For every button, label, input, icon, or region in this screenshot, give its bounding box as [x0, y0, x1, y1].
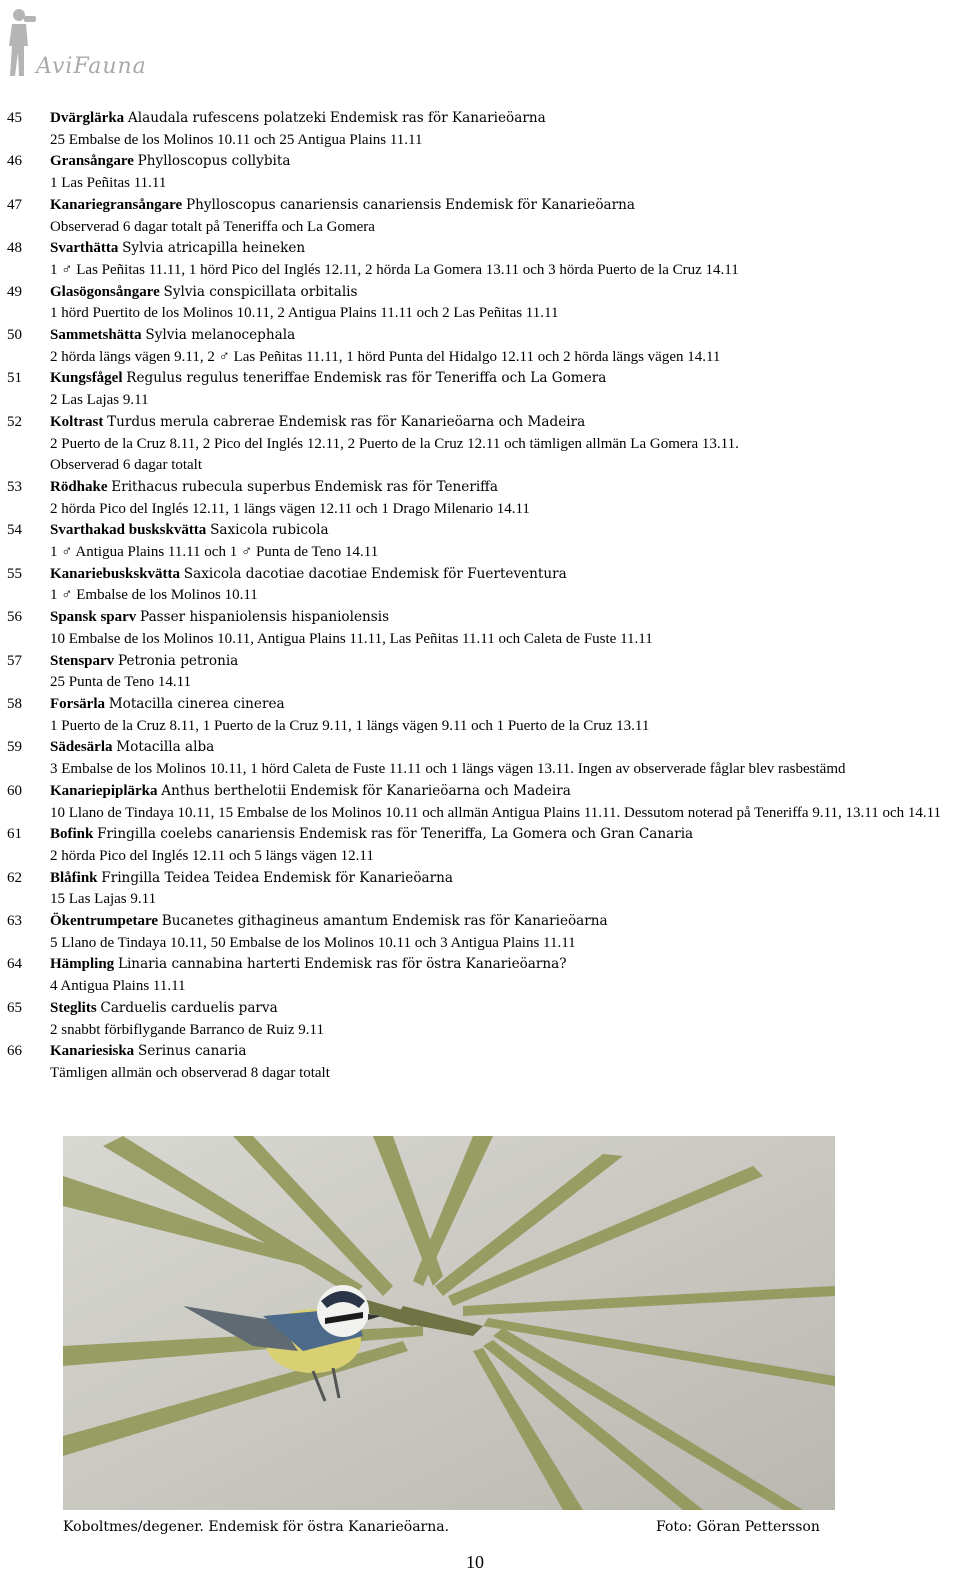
species-entry [7, 781, 957, 824]
observation-text: 3 Embalse de los Molinos 10.11, 1 hörd Caleta de Fuste 11.11 och 1 längs vägen 13.11. Ingen av observerade fåglar blev rasbestämd [50, 761, 846, 778]
species-entry [7, 737, 957, 780]
photo-caption: Koboltmes/degener. Endemisk för östra Kanarieöarna. [63, 1519, 450, 1535]
scientific-name: Petronia petronia [117, 652, 239, 669]
species-number: 48 [7, 240, 22, 257]
observation-text: 4 Antigua Plains 11.11 [50, 978, 186, 995]
species-name: Rödhake [50, 478, 108, 495]
species-number: 62 [7, 869, 22, 886]
endemic-note: Endemisk för Fuerteventura [370, 565, 567, 582]
species-number: 54 [7, 522, 22, 539]
scientific-name: Motacilla alba [116, 739, 215, 756]
observation-text: 25 Embalse de los Molinos 10.11 och 25 Antigua Plains 11.11 [50, 131, 423, 148]
species-name: Steglits [50, 999, 97, 1016]
scientific-name: Carduelis carduelis parva [100, 999, 278, 1016]
observation-text: 1 ♂ Antigua Plains 11.11 och 1 ♂ Punta de Teno 14.11 [50, 544, 379, 561]
avifauna-logo [4, 6, 184, 82]
species-entry [7, 477, 957, 520]
endemic-note: Endemisk för Kanarieöarna [445, 196, 635, 213]
species-number: 66 [7, 1043, 22, 1060]
observation-text: 5 Llano de Tindaya 10.11, 50 Embalse de los Molinos 10.11 och 3 Antigua Plains 11.11 [50, 934, 576, 951]
species-name: Kanariegransångare [50, 196, 183, 213]
scientific-name: Sylvia conspicillata orbitalis [163, 283, 358, 300]
species-name: Forsärla [50, 695, 105, 712]
species-entry [7, 195, 957, 238]
species-number: 59 [7, 739, 22, 756]
species-number: 65 [7, 999, 22, 1016]
page-number: 10 [466, 1552, 484, 1572]
species-entry [7, 238, 957, 281]
observation-text: 2 hörda Pico del Inglés 12.11, 1 längs vägen 12.11 och 1 Drago Milenario 14.11 [50, 500, 530, 517]
species-name: Spansk sparv [50, 609, 137, 626]
endemic-note: Endemisk ras för Kanarieöarna [391, 913, 608, 930]
species-number: 52 [7, 413, 22, 430]
blue-tit-on-palm-image [63, 1136, 835, 1510]
observation-text: 2 Puerto de la Cruz 8.11, 2 Pico del Inglés 12.11, 2 Puerto de la Cruz 12.11 och tämligen allmän La Gomera 13.11. [50, 435, 739, 452]
scientific-name: Serinus canaria [137, 1043, 247, 1060]
observation-text: 1 ♂ Las Peñitas 11.11, 1 hörd Pico del Inglés 12.11, 2 hörda La Gomera 13.11 och 3 hörda Puerto de la Cruz 14.11 [50, 261, 739, 278]
species-name: Gransångare [50, 153, 134, 170]
species-name: Kungsfågel [50, 370, 123, 387]
scientific-name: Motacilla cinerea cinerea [108, 695, 285, 712]
species-name: Kanariesiska [50, 1043, 135, 1060]
species-name: Koltrast [50, 413, 104, 430]
endemic-note: Endemisk ras för Teneriffa och La Gomera [313, 370, 607, 387]
observation-text: 10 Embalse de los Molinos 10.11, Antigua Plains 11.11, Las Peñitas 11.11 och Caleta de Fuste 11.11 [50, 630, 653, 647]
scientific-name: Erithacus rubecula superbus [111, 478, 311, 495]
observation-text: 10 Llano de Tindaya 10.11, 15 Embalse de los Molinos 10.11 och allmän Antigua Plains 11.11. Dessutom noterad på Teneriffa 9.11, 13.11 och 14.11 [50, 804, 942, 821]
species-entry [7, 868, 957, 911]
species-number: 57 [7, 652, 22, 669]
species-number: 49 [7, 283, 22, 300]
species-entry [7, 151, 957, 194]
scientific-name: Alaudala rufescens polatzeki [127, 110, 327, 126]
scientific-name: Saxicola rubicola [210, 522, 329, 539]
species-entry [7, 998, 957, 1041]
species-entry [7, 520, 957, 563]
species-name: Kanariebuskskvätta [50, 565, 181, 582]
species-name: Sammetshätta [50, 327, 142, 344]
photo-credit: Foto: Göran Pettersson [656, 1519, 820, 1535]
observation-text: 2 Las Lajas 9.11 [50, 392, 149, 409]
species-number: 60 [7, 782, 22, 799]
species-name: Kanariepiplärka [50, 782, 158, 799]
scientific-name: Turdus merula cabrerae [107, 413, 275, 430]
observation-text: 2 hörda Pico del Inglés 12.11 och 5 längs vägen 12.11 [50, 847, 374, 864]
species-number: 45 [7, 110, 22, 126]
species-name: Blåfink [50, 869, 98, 886]
scientific-name: Sylvia melanocephala [145, 327, 296, 344]
endemic-note: Endemisk för Kanarieöarna och Madeira [290, 782, 571, 799]
observation-text: 2 snabbt förbiflygande Barranco de Ruiz 9.11 [50, 1021, 324, 1038]
species-entry [7, 564, 957, 607]
observation-text: 2 hörda längs vägen 9.11, 2 ♂ Las Peñitas 11.11, 1 hörd Punta del Hidalgo 12.11 och 2 hörda längs vägen 14.11 [50, 348, 721, 365]
species-number: 61 [7, 826, 22, 843]
observation-text: 1 hörd Puertito de los Molinos 10.11, 2 Antigua Plains 11.11 och 2 Las Peñitas 11.11 [50, 305, 559, 322]
endemic-note: Endemisk ras för östra Kanarieöarna? [303, 956, 567, 973]
species-number: 58 [7, 695, 22, 712]
species-entry [7, 954, 957, 997]
scientific-name: Bucanetes githagineus amantum [161, 913, 389, 930]
bird-photo [63, 1136, 835, 1510]
species-entry [7, 325, 957, 368]
species-entry [7, 1041, 957, 1084]
endemic-note: Endemisk ras för Teneriffa, La Gomera och Gran Canaria [298, 826, 694, 843]
species-entry [7, 651, 957, 694]
species-number: 47 [7, 196, 22, 213]
endemic-note: Endemisk för Kanarieöarna [263, 869, 453, 886]
observation-text: 15 Las Lajas 9.11 [50, 891, 157, 908]
endemic-note: Endemisk ras för Kanarieöarna och Madeira [278, 413, 586, 430]
observation-text: 1 Las Peñitas 11.11 [50, 175, 167, 192]
scientific-name: Sylvia atricapilla heineken [122, 240, 306, 257]
species-number: 53 [7, 478, 22, 495]
species-number: 64 [7, 956, 22, 973]
endemic-note: Endemisk ras för Kanarieöarna [329, 110, 546, 126]
observation-text: Observerad 6 dagar totalt på Teneriffa och La Gomera [50, 218, 375, 235]
observation-text: Observerad 6 dagar totalt [50, 457, 203, 474]
species-number: 56 [7, 609, 22, 626]
species-entry [7, 607, 957, 650]
endemic-note: Endemisk ras för Teneriffa [314, 478, 498, 495]
observation-text: 1 ♂ Embalse de los Molinos 10.11 [50, 587, 258, 604]
scientific-name: Regulus regulus teneriffae [126, 370, 310, 387]
species-name: Bofink [50, 826, 94, 843]
species-entry [7, 911, 957, 954]
species-name: Dvärglärka [50, 110, 125, 126]
species-name: Hämpling [50, 956, 115, 973]
species-number: 50 [7, 327, 22, 344]
scientific-name: Passer hispaniolensis hispaniolensis [140, 609, 390, 626]
species-entry [7, 824, 957, 867]
species-number: 55 [7, 565, 22, 582]
species-entry [7, 282, 957, 325]
scientific-name: Fringilla Teidea Teidea [101, 869, 260, 886]
observation-text: 25 Punta de Teno 14.11 [50, 674, 192, 691]
species-name: Stensparv [50, 652, 115, 669]
observation-text: Tämligen allmän och observerad 8 dagar totalt [50, 1064, 330, 1081]
species-number: 46 [7, 153, 22, 170]
species-number: 63 [7, 913, 22, 930]
species-list [7, 108, 957, 1085]
species-number: 51 [7, 370, 22, 387]
species-name: Sädesärla [50, 739, 113, 756]
species-entry [7, 108, 957, 151]
species-entry [7, 368, 957, 411]
species-name: Svarthätta [50, 240, 119, 257]
logo-text: AviFauna [36, 54, 147, 79]
scientific-name: Phylloscopus canariensis canariensis [185, 196, 442, 213]
scientific-name: Linaria cannabina harterti [117, 956, 301, 973]
species-entry [7, 694, 957, 737]
species-entry [7, 412, 957, 477]
species-name: Glasögonsångare [50, 283, 160, 300]
observation-text: 1 Puerto de la Cruz 8.11, 1 Puerto de la Cruz 9.11, 1 längs vägen 9.11 och 1 Puerto de la Cruz 13.11 [50, 717, 650, 734]
species-name: Svarthakad buskskvätta [50, 522, 207, 539]
scientific-name: Anthus berthelotii [161, 782, 287, 799]
scientific-name: Phylloscopus collybita [137, 153, 291, 170]
scientific-name: Fringilla coelebs canariensis [97, 826, 296, 843]
species-name: Ökentrumpetare [50, 913, 159, 930]
scientific-name: Saxicola dacotiae dacotiae [183, 565, 368, 582]
